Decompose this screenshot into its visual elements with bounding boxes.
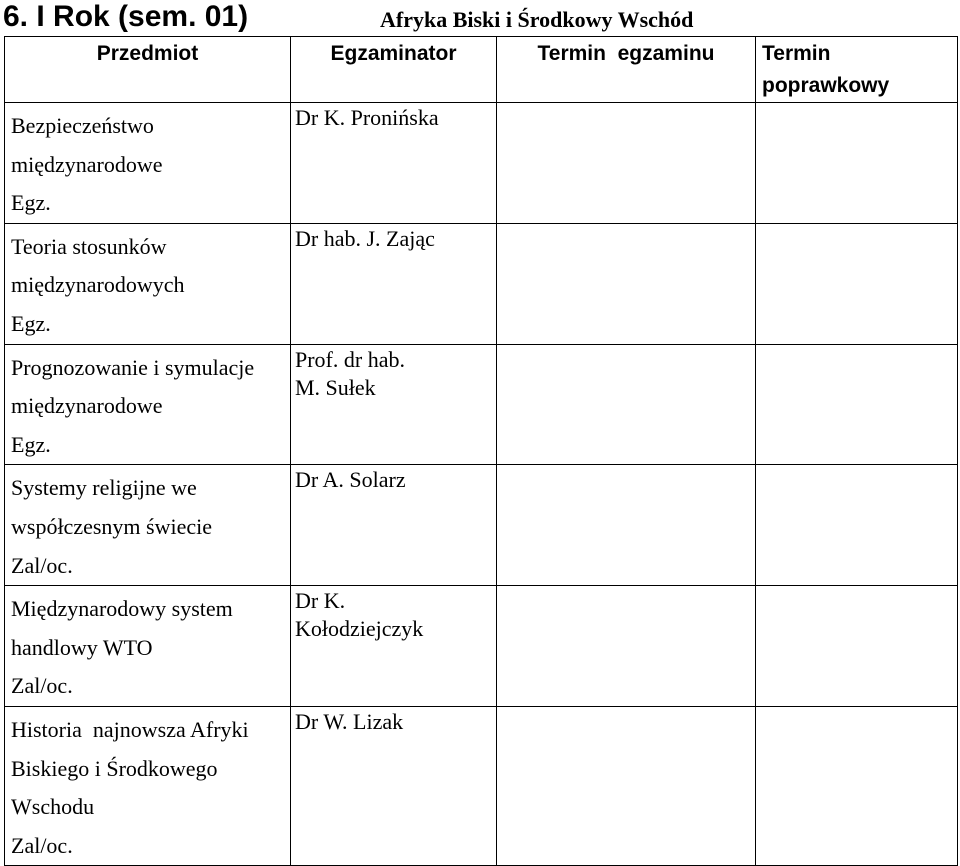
subject-cell xyxy=(5,344,291,465)
subject-line: Teoria stosunków xyxy=(11,233,167,259)
exam-date-cell xyxy=(497,223,756,344)
examiner-cell xyxy=(291,223,497,344)
subject-line: Biskiego i Środkowego xyxy=(11,755,218,781)
subject-line: współczesnym świecie xyxy=(11,513,212,539)
examiner-cell xyxy=(291,586,497,707)
table-row xyxy=(5,706,958,865)
page-subtitle: Afryka Biski i Środkowy Wschód xyxy=(380,7,694,32)
subject-line: międzynarodowe xyxy=(11,393,163,419)
retake-date-cell xyxy=(756,344,958,465)
examiner-line: Prof. dr hab. xyxy=(295,346,405,372)
exam-date-cell xyxy=(497,344,756,465)
examiner-line: M. Sułek xyxy=(295,374,376,400)
retake-date-cell xyxy=(756,706,958,865)
examiner-line: Dr hab. J. Zając xyxy=(295,225,435,251)
table-row xyxy=(5,103,958,224)
exam-date-cell xyxy=(497,706,756,865)
exam-type: Zal/oc. xyxy=(11,832,73,858)
retake-date-cell xyxy=(756,465,958,586)
subject-line: międzynarodowych xyxy=(11,272,185,298)
examiner-cell xyxy=(291,344,497,465)
exam-date-cell xyxy=(497,465,756,586)
subject-line: Historia najnowsza Afryki xyxy=(11,716,249,742)
examiner-line: Dr W. Lizak xyxy=(295,708,404,734)
examiner-line: Dr K. xyxy=(295,588,346,614)
subject-line: Bezpieczeństwo xyxy=(11,113,154,138)
examiner-cell xyxy=(291,706,497,865)
table-header-row xyxy=(5,37,958,103)
table-row xyxy=(5,465,958,586)
exam-type: Zal/oc. xyxy=(11,552,73,578)
examiner-line: Kołodziejczyk xyxy=(295,616,424,642)
retake-date-cell xyxy=(756,586,958,707)
page-title: 6. I Rok (sem. 01) xyxy=(3,0,249,33)
table-row xyxy=(5,344,958,465)
subject-line: Międzynarodowy system xyxy=(11,596,233,622)
exam-type: Egz. xyxy=(11,310,51,336)
subject-cell xyxy=(5,223,291,344)
table-row xyxy=(5,586,958,707)
subject-cell xyxy=(5,103,291,224)
subject-cell xyxy=(5,706,291,865)
document-title-row xyxy=(0,0,960,38)
exam-type: Egz. xyxy=(11,190,51,216)
exam-type: Zal/oc. xyxy=(11,673,73,699)
subject-line: Prognozowanie i symulacje xyxy=(11,354,255,380)
subject-line: Systemy religijne we xyxy=(11,475,197,501)
subject-line: handlowy WTO xyxy=(11,634,153,660)
subject-line: międzynarodowe xyxy=(11,151,163,177)
exam-date-cell xyxy=(497,586,756,707)
examiner-line: Dr A. Solarz xyxy=(295,467,406,493)
examiner-cell xyxy=(291,465,497,586)
column-header-examiner: Egzaminator xyxy=(291,37,497,103)
exam-schedule-table xyxy=(4,36,958,866)
subject-cell xyxy=(5,586,291,707)
table-row xyxy=(5,223,958,344)
examiner-cell xyxy=(291,103,497,224)
subject-line: Wschodu xyxy=(11,794,95,820)
subject-cell xyxy=(5,465,291,586)
exam-date-cell xyxy=(497,103,756,224)
column-header-retake-date: Termin poprawkowy xyxy=(756,37,958,103)
column-header-subject: Przedmiot xyxy=(5,37,291,103)
retake-date-cell xyxy=(756,223,958,344)
exam-type: Egz. xyxy=(11,431,51,457)
column-header-exam-date: Termin egzaminu xyxy=(497,37,756,103)
examiner-line: Dr K. Pronińska xyxy=(295,105,439,130)
retake-date-cell xyxy=(756,103,958,224)
